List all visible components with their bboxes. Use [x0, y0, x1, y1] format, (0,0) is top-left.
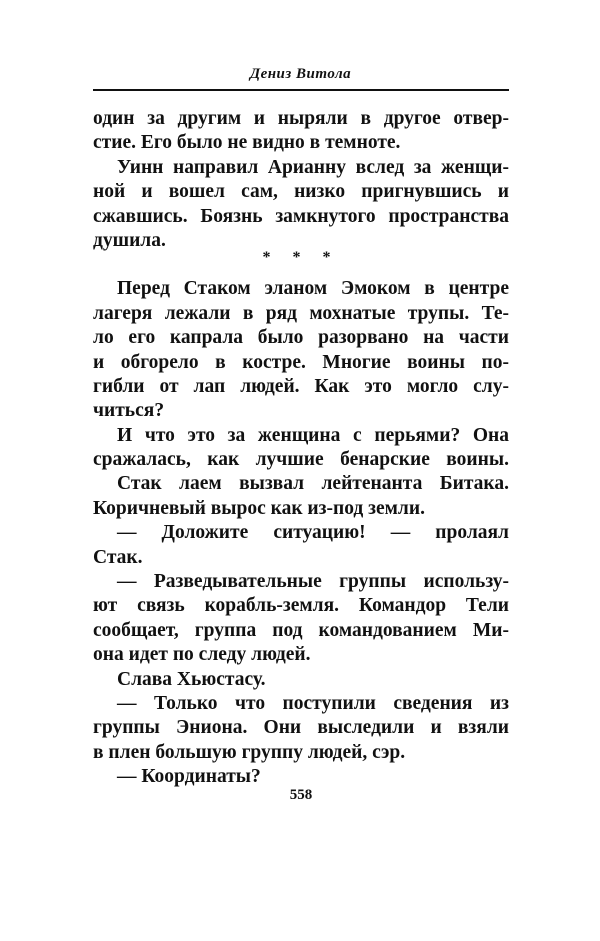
text-line: гибли от лап людей. Как это могло слу- — [93, 375, 509, 397]
text-line: группы Эниона. Они выследили и взяли — [93, 717, 509, 739]
text-line: в плен большую группу людей, сэр. — [93, 741, 406, 763]
text-line: — Координаты? — [117, 766, 261, 788]
text-line: — Разведывательные группы использу- — [117, 571, 509, 593]
text-line: И что это за женщина с перьями? Она — [117, 424, 509, 446]
text-line: и обгорело в костре. Многие воины по- — [93, 351, 509, 373]
text-line: ло его капрала было разорвано на части — [93, 327, 509, 349]
text-line: стие. Его было не видно в темноте. — [93, 132, 401, 154]
section-separator: * * * — [262, 249, 340, 267]
text-line: Слава Хьюстасу. — [117, 668, 266, 690]
text-line: — Только что поступили сведения из — [117, 692, 509, 714]
paragraphs-section-1 — [93, 107, 509, 253]
text-line: Перед Стаком эланом Эмоком в центре — [117, 278, 509, 300]
page-body — [93, 107, 509, 790]
text-line: Уинн направил Арианну вслед за женщи- — [117, 156, 509, 178]
text-line: Стак. — [93, 546, 143, 568]
page-number: 558 — [289, 787, 313, 803]
text-line: один за другим и ныряли в другое отвер- — [93, 108, 509, 129]
text-line: лагеря лежали в ряд мохнатые трупы. Те- — [93, 302, 509, 324]
header-rule — [93, 89, 509, 91]
text-line: Коричневый вырос как из-под земли. — [93, 497, 425, 519]
text-line: сражалась, как лучшие бенарские воины. — [93, 449, 509, 471]
text-line: — Доложите ситуацию! — пролаял — [117, 522, 509, 544]
text-line: сообщает, группа под командованием Ми- — [93, 619, 509, 641]
text-line: читься? — [93, 400, 165, 422]
text-line: сжавшись. Боязнь замкнутого пространства — [93, 205, 509, 227]
text-line: Стак лаем вызвал лейтенанта Битака. — [117, 473, 509, 495]
running-header: Дениз Витола — [249, 66, 352, 82]
text-line: она идет по следу людей. — [93, 644, 311, 666]
text-line: ют связь корабль-земля. Командор Тели — [93, 595, 509, 617]
text-line: ной и вошел сам, низко пригнувшись и — [93, 181, 509, 203]
paragraphs-section-2 — [93, 277, 509, 789]
text-line: душила. — [93, 229, 166, 251]
